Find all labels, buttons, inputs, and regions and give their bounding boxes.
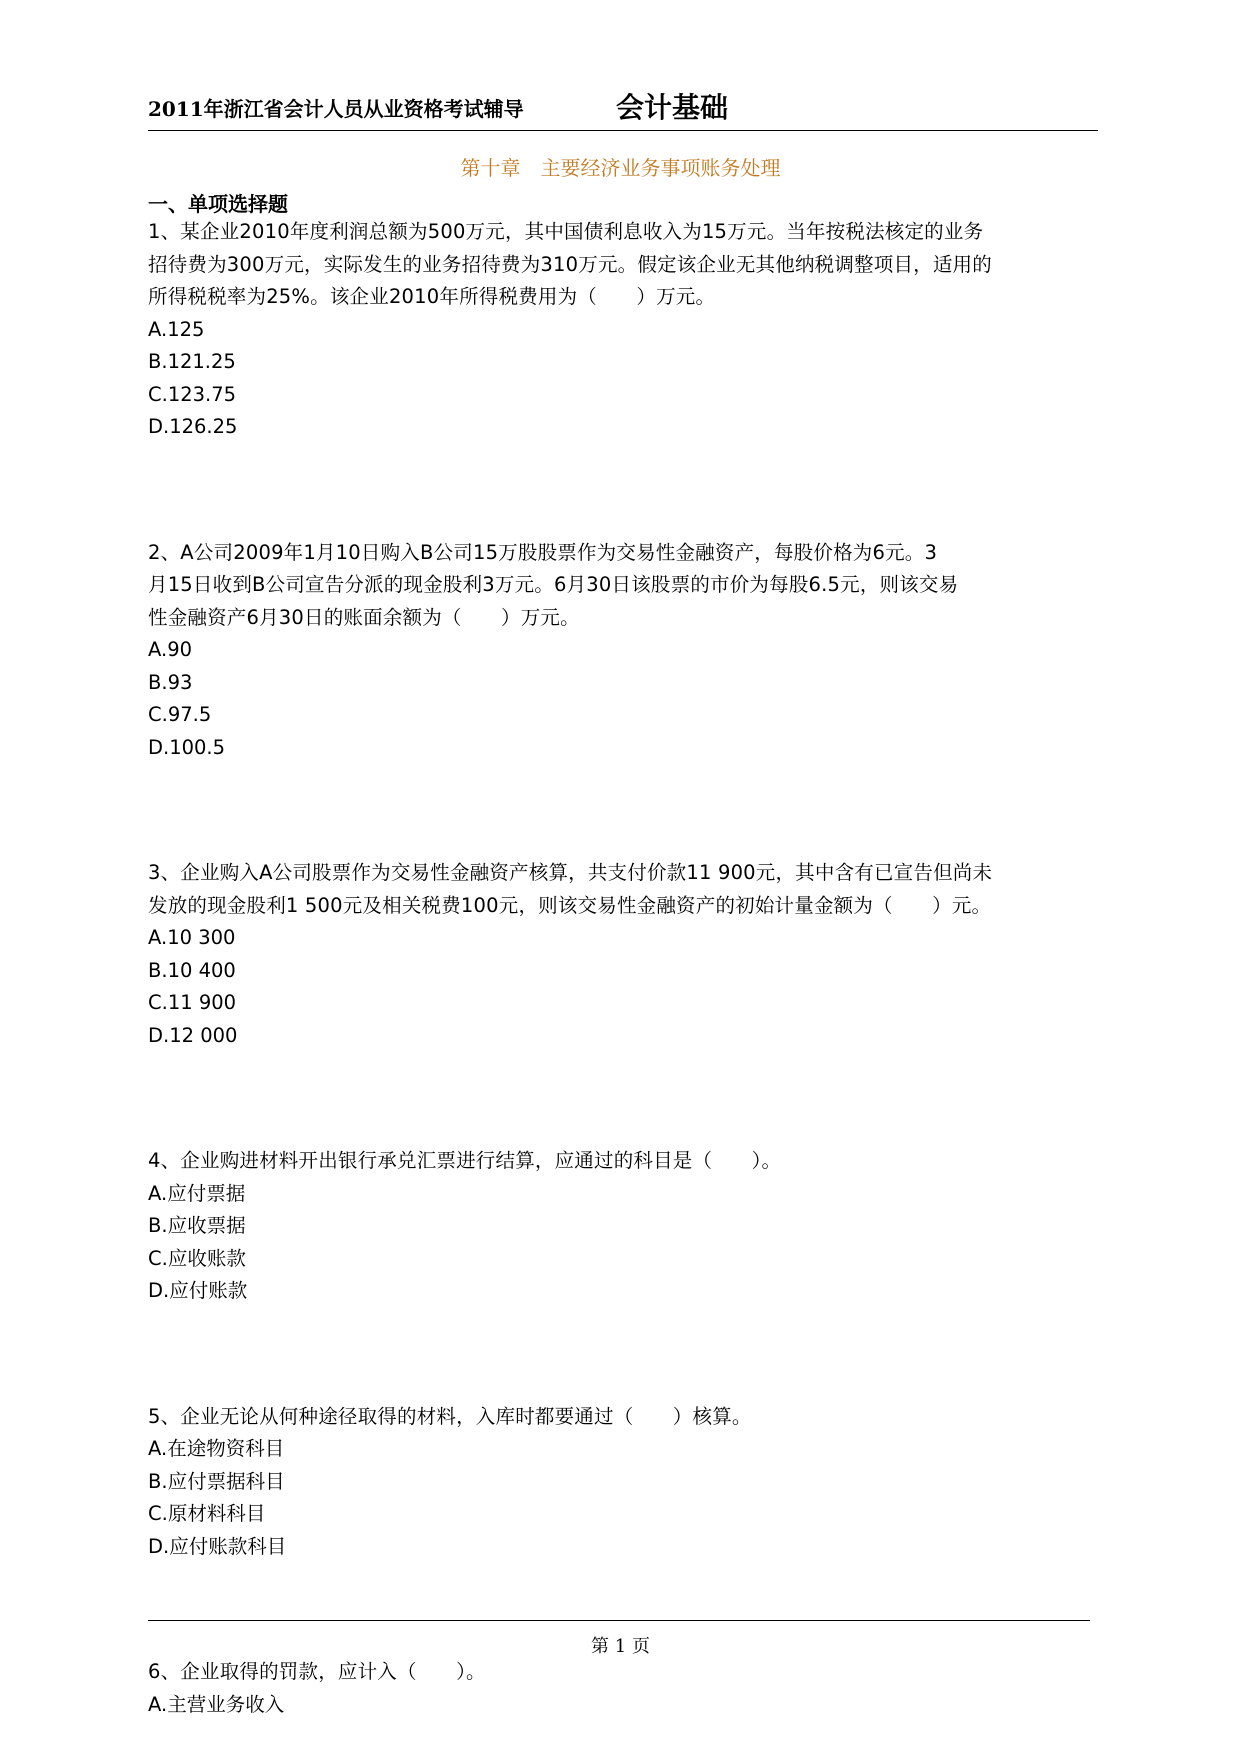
question-4-option-a: A.应付票据 <box>148 1181 246 1205</box>
question-4-line-1: 4、企业购进材料开出银行承兑汇票进行结算，应通过的科目是（ ）。 <box>148 1149 782 1172</box>
question-spacer <box>148 1308 1098 1401</box>
question-3-option-d: D.12 000 <box>148 1023 238 1047</box>
header-subject: 会计基础 <box>616 91 729 124</box>
question-2-line-3: 性金融资产6月30日的账面余额为（ ）万元。 <box>148 605 580 629</box>
question-3-option-b: B.10 400 <box>148 958 236 982</box>
question-6 <box>148 1656 1098 1721</box>
question-1-line-3: 所得税税率为25%。该企业2010年所得税费用为（ ）万元。 <box>148 285 716 308</box>
question-2 <box>148 537 1098 765</box>
question-5-option-a: A.在途物资科目 <box>148 1437 285 1460</box>
section-title: 一、单项选择题 <box>148 192 288 216</box>
chapter-title: 第十章 主要经济业务事项账务处理 <box>460 156 781 180</box>
question-1-line-2: 招待费为300万元，实际发生的业务招待费为310万元。假定该企业无其他纳税调整项目，适用的 <box>148 252 992 276</box>
question-2-option-d: D.100.5 <box>148 735 226 759</box>
question-1-option-a: A.125 <box>148 317 205 341</box>
question-4-option-c: C.应收账款 <box>148 1246 246 1270</box>
question-1-line-1: 1、某企业2010年度利润总额为500万元，其中国债利息收入为15万元。当年按税法核定的业务 <box>148 220 984 243</box>
question-4 <box>148 1145 1098 1308</box>
question-2-option-a: A.90 <box>148 638 193 661</box>
question-5 <box>148 1401 1098 1564</box>
question-4-option-d: D.应付账款 <box>148 1279 248 1302</box>
question-2-option-b: B.93 <box>148 670 193 694</box>
question-2-line-2: 月15日收到B公司宣告分派的现金股利3万元。6月30日该股票的市价为每股6.5元，则该交易 <box>148 573 959 596</box>
question-spacer <box>148 764 1098 857</box>
question-1-option-b: B.121.25 <box>148 350 236 373</box>
question-3-line-2: 发放的现金股利1 500元及相关税费100元，则该交易性金融资产的初始计量金额为（ ）元。 <box>148 893 992 917</box>
question-3-line-1: 3、企业购入A公司股票作为交易性金融资产核算，共支付价款11 900元，其中含有已宣告但尚未 <box>148 861 993 884</box>
question-5-option-c: C.原材料科目 <box>148 1502 266 1525</box>
question-6-line-1: 6、企业取得的罚款，应计入（ ）。 <box>148 1660 486 1683</box>
question-4-option-b: B.应收票据 <box>148 1214 246 1237</box>
question-5-option-d: D.应付账款科目 <box>148 1534 287 1558</box>
question-list <box>148 216 1098 1721</box>
question-2-option-c: C.97.5 <box>148 703 212 726</box>
question-spacer <box>148 444 1098 537</box>
question-1-option-d: D.126.25 <box>148 415 238 438</box>
question-1-option-c: C.123.75 <box>148 382 237 406</box>
footer-divider <box>148 1620 1090 1621</box>
question-5-line-1: 5、企业无论从何种途径取得的材料，入库时都要通过（ ）核算。 <box>148 1404 752 1428</box>
page-number: 第 1 页 <box>591 1636 650 1657</box>
question-spacer <box>148 1052 1098 1145</box>
page-header <box>148 88 1098 131</box>
question-6-option-a: A.主营业务收入 <box>148 1692 285 1716</box>
question-1 <box>148 216 1098 444</box>
question-3-option-a: A.10 300 <box>148 926 236 949</box>
question-3 <box>148 857 1098 1052</box>
header-title: 2011年浙江省会计人员从业资格考试辅导 <box>148 97 524 121</box>
question-2-line-1: 2、A公司2009年1月10日购入B公司15万股股票作为交易性金融资产，每股价格为6元。3 <box>148 540 938 564</box>
question-3-option-c: C.11 900 <box>148 991 237 1014</box>
question-5-option-b: B.应付票据科目 <box>148 1469 285 1493</box>
